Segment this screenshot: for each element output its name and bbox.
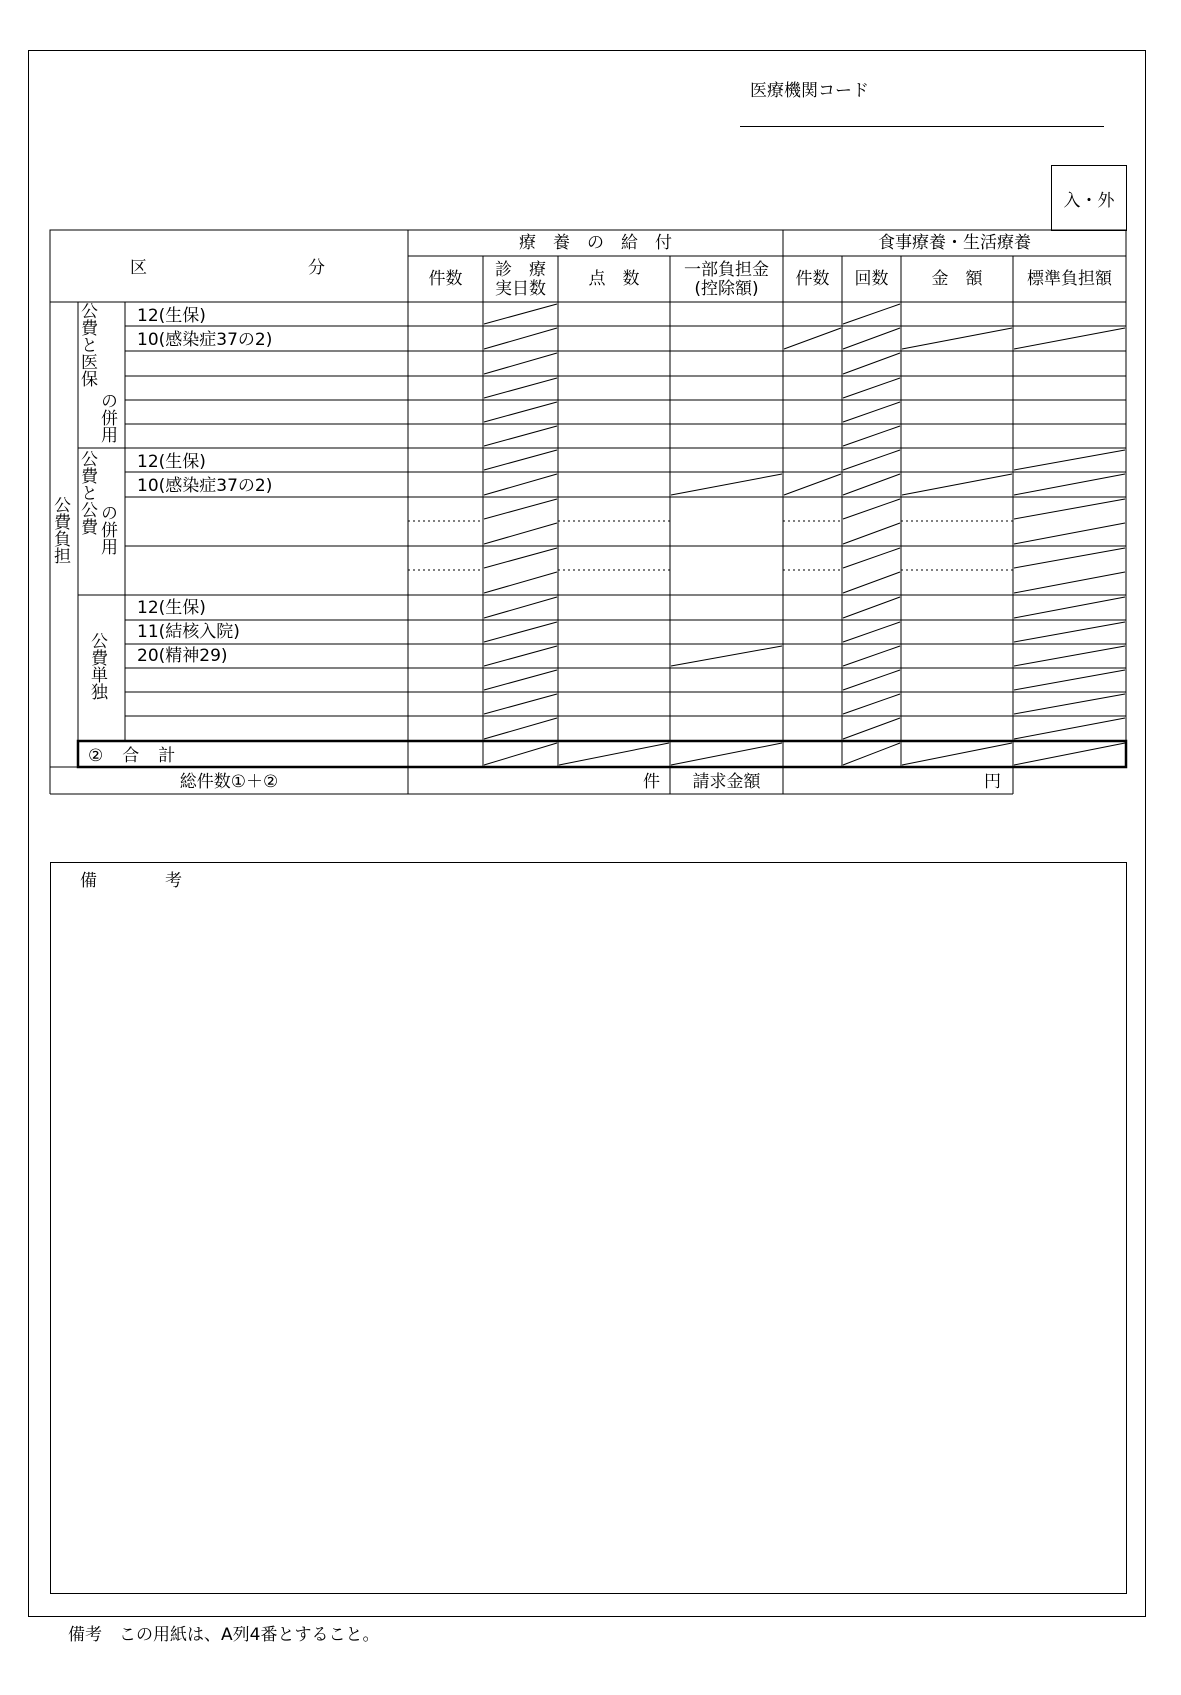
tandoku-label: 公費単独 [87, 632, 107, 700]
slash-line [843, 353, 900, 374]
slash-line [484, 378, 557, 398]
slash-line [484, 694, 557, 714]
slash-line [484, 548, 557, 568]
slash-line [484, 474, 557, 495]
total-label: ② 合 計 [88, 746, 177, 766]
slash-line [484, 499, 557, 519]
slash-line [843, 378, 900, 398]
slash-line [1014, 548, 1125, 568]
heiyo-kohi-suffix: の併用 [97, 504, 117, 555]
slash-line [484, 622, 557, 642]
shokuji-group-header: 食事療養・生活療養 [878, 233, 1031, 253]
slash-line [1014, 523, 1125, 544]
slash-line [1014, 670, 1125, 690]
slash-line [843, 597, 900, 618]
slash-line [1014, 474, 1125, 495]
slash-line [843, 402, 900, 422]
notes-title: 備 考 [80, 871, 182, 891]
slash-line [484, 646, 557, 666]
slash-line [484, 450, 557, 470]
in-out-label: 入・外 [1063, 190, 1115, 211]
slash-line [484, 328, 557, 349]
slash-line [843, 622, 900, 642]
slash-line [843, 450, 900, 470]
medical-code-label: 医療機関コード [750, 81, 869, 101]
total-row-border [78, 741, 1126, 767]
slash-line [843, 499, 900, 519]
slash-line [671, 646, 782, 666]
kingaku-header: 金 額 [931, 269, 983, 289]
table-border [50, 230, 1126, 767]
slash-line [843, 548, 900, 568]
slash-line [1014, 743, 1125, 765]
row-iho-seiho: 12(生保) [137, 306, 206, 326]
row-kohi-seiho: 12(生保) [137, 452, 206, 472]
grand-total-label: 総件数①＋② [179, 772, 279, 792]
kensu-header: 件数 [428, 269, 463, 289]
slash-line [1014, 328, 1125, 349]
slash-line [484, 426, 557, 446]
slash-line [484, 743, 557, 765]
slash-line [484, 304, 557, 324]
notes-box[interactable] [50, 862, 1127, 1594]
ichibu-header-1: 一部負担金 [684, 260, 769, 280]
slash-line [784, 328, 841, 349]
heiyo-iho-suffix: の併用 [97, 392, 117, 443]
kohi-futan-label: 公費負担 [50, 496, 70, 564]
slash-line [671, 474, 782, 495]
slash-line [1014, 646, 1125, 666]
slash-line [484, 718, 557, 739]
jitsunissu-header-2: 実日数 [495, 279, 546, 299]
slash-line [484, 597, 557, 618]
seikyu-label: 請求金額 [692, 772, 761, 792]
unit-ken: 件 [643, 772, 660, 792]
tensu-header: 点 数 [588, 269, 640, 289]
slash-line [1014, 694, 1125, 714]
slash-line [484, 402, 557, 422]
slash-line [843, 694, 900, 714]
slash-line [1014, 622, 1125, 642]
slash-line [559, 743, 669, 765]
slash-line [843, 474, 900, 495]
slash-line [843, 304, 900, 324]
slash-line [843, 523, 900, 544]
slash-line [843, 646, 900, 666]
slash-line [671, 743, 782, 765]
heiyo-kohi-label: 公費と公費 [77, 450, 97, 535]
ichibu-header-2: (控除額) [694, 279, 759, 299]
row-kohi-kansensho: 10(感染症37の2) [137, 476, 273, 496]
slash-line [902, 474, 1012, 495]
row-iho-kansensho: 10(感染症37の2) [137, 330, 273, 350]
row-tandoku-seishin: 20(精神29) [137, 646, 228, 666]
row-tandoku-kekkaku: 11(結核入院) [137, 622, 240, 642]
jitsunissu-header-1: 診 療 [495, 260, 546, 280]
slash-line [484, 572, 557, 593]
slash-line [1014, 572, 1125, 593]
slash-line [902, 743, 1012, 765]
heiyo-iho-label: 公費と医保 [77, 302, 97, 387]
kubun-header: 区 [130, 258, 147, 278]
slash-line [843, 670, 900, 690]
slash-line [843, 426, 900, 446]
footer-note: 備考 この用紙は、A列4番とすること。 [68, 1625, 380, 1645]
slash-line [1014, 597, 1125, 618]
slash-line [902, 328, 1012, 349]
shokuji-kensu-header: 件数 [795, 269, 830, 289]
bun-header: 分 [308, 258, 325, 278]
unit-yen: 円 [984, 772, 1001, 792]
slash-line [1014, 718, 1125, 739]
slash-line [1014, 450, 1125, 470]
slash-line [843, 743, 900, 765]
slash-line [484, 670, 557, 690]
slash-line [484, 353, 557, 374]
slash-line [843, 718, 900, 739]
slash-line [843, 328, 900, 349]
slash-line [784, 474, 841, 495]
slash-line [484, 523, 557, 544]
hyojun-header: 標準負担額 [1027, 269, 1112, 289]
slash-line [843, 572, 900, 593]
kaisu-header: 回数 [854, 269, 889, 289]
row-tandoku-seiho: 12(生保) [137, 598, 206, 618]
ryoyo-group-header: 療 養 の 給 付 [519, 233, 672, 253]
slash-line [1014, 499, 1125, 519]
